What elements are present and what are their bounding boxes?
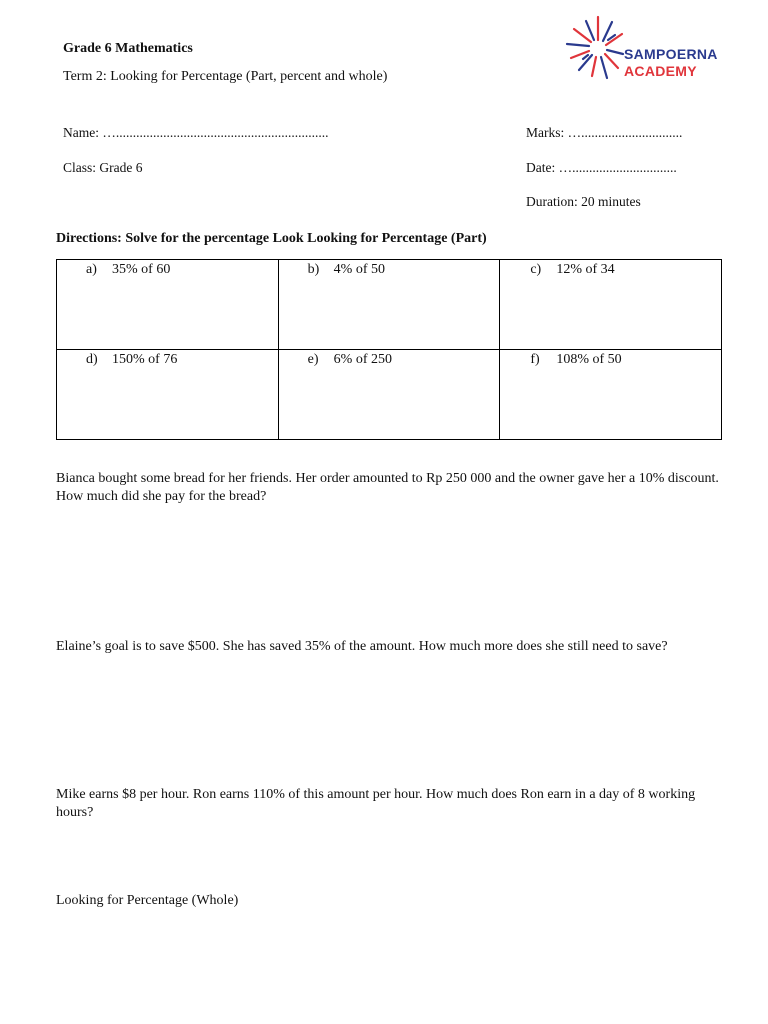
date-field[interactable]: Date: …............................... bbox=[526, 160, 677, 175]
word-problem-mike: Mike earns $8 per hour. Ron earns 110% of this amount per hour. How much does Ron earn in a day of 8 working hours? bbox=[56, 787, 696, 820]
problem-letter: b) bbox=[307, 262, 320, 277]
logo-text-line2: ACADEMY bbox=[624, 63, 697, 79]
worksheet-title: Grade 6 Mathematics bbox=[63, 41, 193, 56]
class-field: Class: Grade 6 bbox=[63, 160, 143, 175]
problem-letter: a) bbox=[86, 262, 97, 277]
problem-text: 12% of 34 bbox=[556, 262, 615, 277]
answer-cell-c[interactable] bbox=[500, 260, 722, 350]
logo-text-line1: SAMPOERNA bbox=[624, 46, 718, 62]
answer-cell-e[interactable] bbox=[278, 350, 500, 440]
grid-row bbox=[57, 260, 722, 350]
problem-grid bbox=[56, 259, 722, 440]
problem-letter: f) bbox=[530, 352, 540, 367]
grid-row bbox=[57, 350, 722, 440]
word-problem-bianca: Bianca bought some bread for her friends. Her order amounted to Rp 250 000 and the owner gave her a 10% discount. How much did she pay for the bread? bbox=[56, 471, 719, 504]
problem-text: 35% of 60 bbox=[112, 262, 171, 277]
problem-text: 4% of 50 bbox=[333, 262, 385, 277]
word-problem-elaine: Elaine’s goal is to save $500. She has saved 35% of the amount. How much more does she still need to save? bbox=[56, 639, 668, 654]
problem-letter: d) bbox=[86, 352, 98, 367]
problem-letter: c) bbox=[530, 262, 542, 277]
problem-letter: e) bbox=[307, 352, 319, 367]
name-field[interactable]: Name: …............................................................... bbox=[63, 125, 329, 140]
directions-heading: Directions: Solve for the percentage Look Looking for Percentage (Part) bbox=[56, 231, 487, 246]
duration-label: Duration: 20 minutes bbox=[526, 194, 641, 209]
answer-cell-a[interactable] bbox=[57, 260, 279, 350]
answer-cell-d[interactable] bbox=[57, 350, 279, 440]
worksheet-subtitle: Term 2: Looking for Percentage (Part, percent and whole) bbox=[63, 69, 388, 84]
marks-field[interactable]: Marks: ….............................. bbox=[526, 125, 683, 140]
logo-wordmark bbox=[624, 46, 718, 80]
answer-cell-b[interactable] bbox=[278, 260, 500, 350]
problem-text: 6% of 250 bbox=[333, 352, 392, 367]
section-heading-whole: Looking for Percentage (Whole) bbox=[56, 893, 239, 908]
problem-text: 108% of 50 bbox=[556, 352, 622, 367]
problem-text: 150% of 76 bbox=[112, 352, 178, 367]
answer-cell-f[interactable] bbox=[500, 350, 722, 440]
